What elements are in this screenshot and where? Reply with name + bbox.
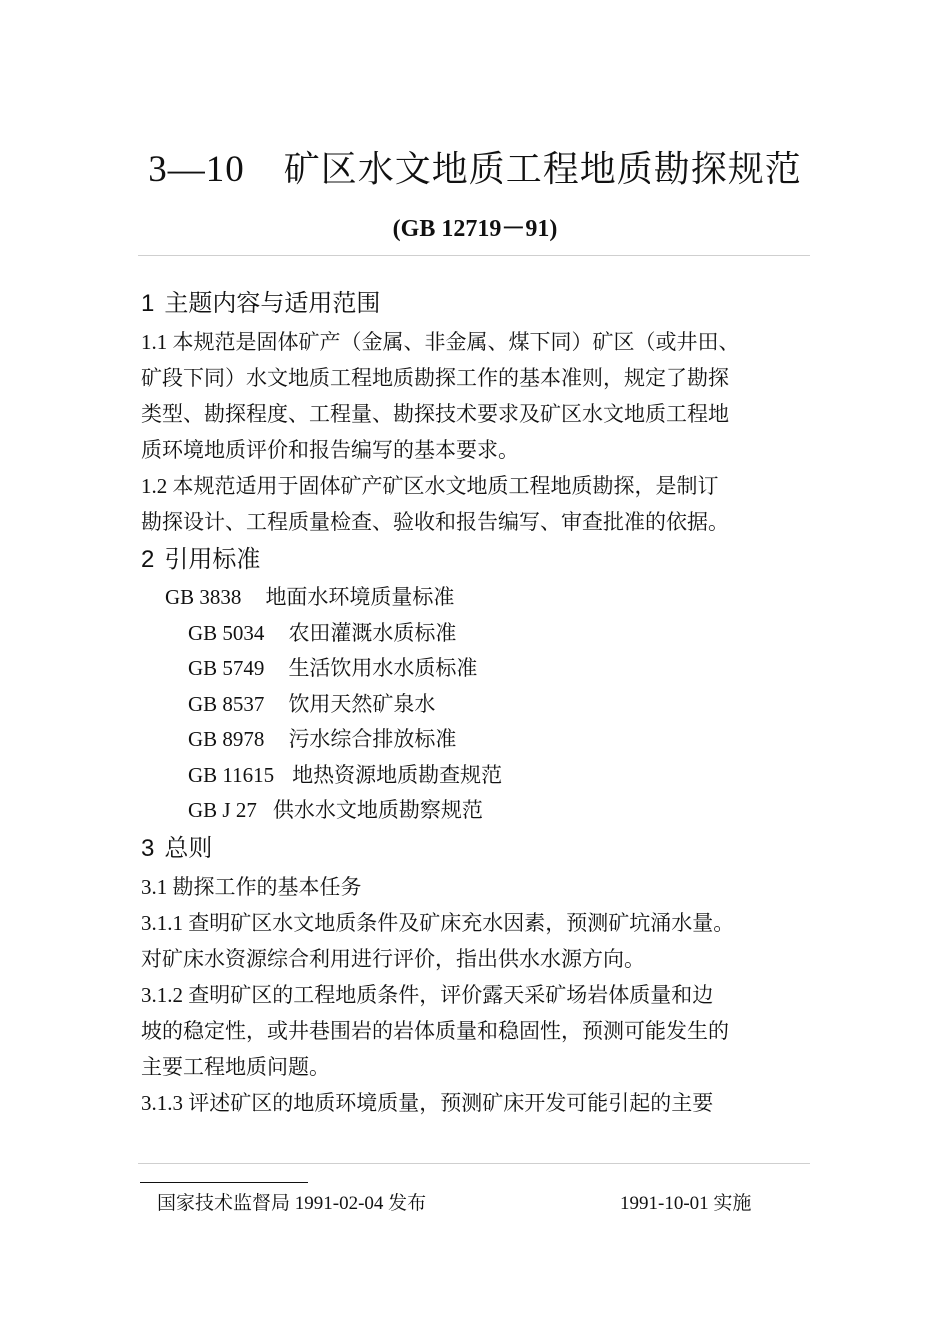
reference-item [141, 722, 831, 758]
reference-name: 供水水文地质勘察规范 [272, 798, 483, 822]
header-divider [138, 255, 810, 256]
reference-item [141, 687, 831, 723]
reference-name: 饮用天然矿泉水 [288, 691, 436, 716]
section-number: 3 [141, 834, 155, 862]
section-title: 总则 [164, 833, 213, 862]
reference-name: 生活饮用水水质标准 [288, 656, 478, 680]
paragraph-line: 坡的稳定性，或井巷围岩的岩体质量和稳固性，预测可能发生的 [141, 1018, 729, 1043]
subsection-title: 3.1 勘探工作的基本任务 [141, 874, 362, 899]
paragraph-line: 3.1.1 查明矿区水文地质条件及矿床充水因素，预测矿坑涌水量。 [141, 910, 735, 935]
reference-name: 地面水环境质量标准 [265, 585, 455, 609]
paragraph-line: 3.1.3 评述矿区的地质环境质量，预测矿床开发可能引起的主要 [141, 1090, 714, 1115]
document-body [141, 284, 831, 1121]
reference-code: GB J 27 [188, 798, 257, 822]
footer-divider [138, 1163, 810, 1164]
paragraph-line: 1.1 本规范是固体矿产（金属、非金属、煤下同）矿区（或井田、 [141, 330, 740, 354]
issued-info: 国家技术监督局 1991-02-04 发布 [157, 1193, 427, 1214]
reference-name: 地热资源地质勘查规范 [292, 762, 503, 787]
paragraph-line: 3.1.2 查明矿区的工程地质条件，评价露天采矿场岩体质量和边 [141, 982, 714, 1007]
reference-code: GB 8537 [188, 691, 265, 716]
section-heading-2 [141, 540, 831, 579]
paragraph-line: 对矿床水资源综合利用进行评价，指出供水水源方向。 [141, 946, 645, 971]
reference-item [141, 793, 831, 829]
reference-code: GB 11615 [188, 762, 275, 787]
paragraph-line: 质环境地质评价和报告编写的基本要求。 [141, 438, 519, 462]
reference-item [141, 616, 831, 652]
effective-info: 1991-10-01 实施 [620, 1193, 752, 1214]
section-heading-1 [141, 284, 831, 323]
reference-name: 污水综合排放标准 [288, 727, 457, 751]
paragraph-line: 类型、勘探程度、工程量、勘探技术要求及矿区水文地质工程地 [141, 402, 729, 426]
title-number: 3—10 [148, 149, 245, 190]
section-title: 主题内容与适用范围 [164, 289, 381, 317]
reference-item [141, 580, 831, 616]
footnote-rule [140, 1182, 308, 1183]
section-heading-3 [141, 829, 831, 868]
reference-code: GB 8978 [188, 727, 265, 751]
standard-code: (GB 12719－91) [392, 216, 558, 242]
reference-code: GB 5034 [188, 620, 265, 645]
section-title: 引用标准 [164, 545, 261, 573]
paragraph-line: 勘探设计、工程质量检查、验收和报告编写、审查批准的依据。 [141, 510, 729, 534]
paragraph-line: 1.2 本规范适用于固体矿产矿区水文地质工程地质勘探，是制订 [141, 474, 719, 498]
reference-item [141, 651, 831, 687]
reference-code: GB 5749 [188, 656, 265, 680]
reference-code: GB 3838 [165, 585, 242, 609]
section-number: 1 [141, 290, 155, 317]
paragraph-line: 主要工程地质问题。 [141, 1054, 330, 1079]
section-number: 2 [141, 546, 155, 573]
paragraph-line: 矿段下同）水文地质工程地质勘探工作的基本准则，规定了勘探 [141, 366, 729, 390]
reference-name: 农田灌溉水质标准 [288, 620, 457, 645]
reference-item [141, 758, 831, 794]
title-text: 矿区水文地质工程地质勘探规范 [283, 149, 802, 190]
document-title [0, 144, 950, 196]
